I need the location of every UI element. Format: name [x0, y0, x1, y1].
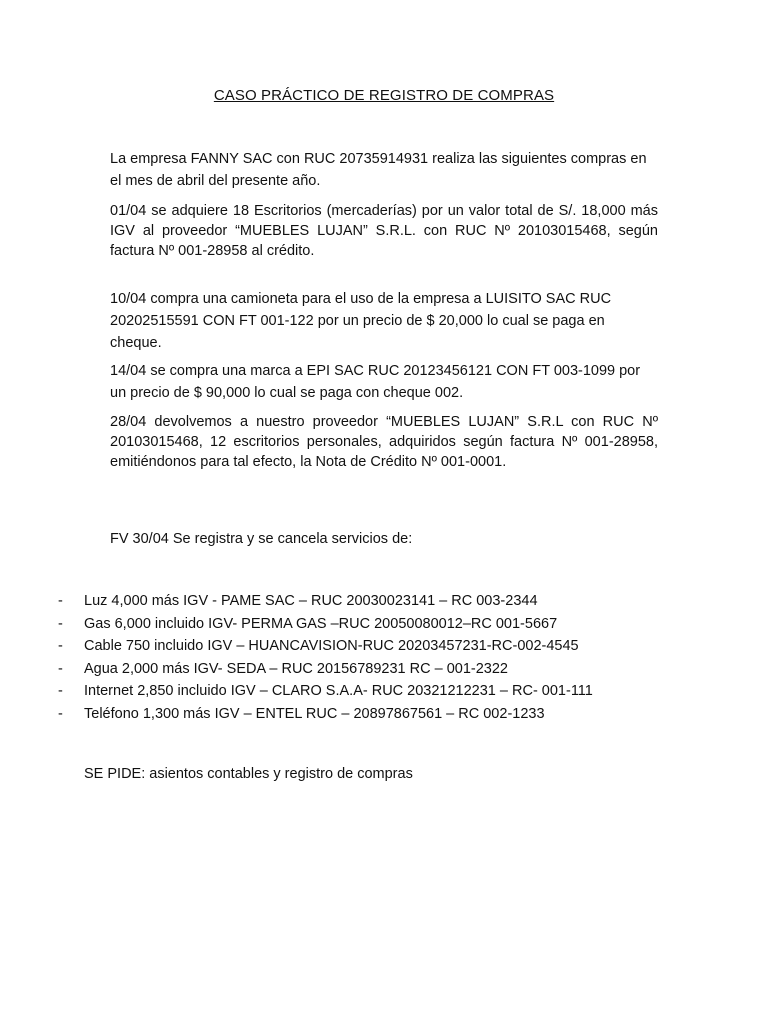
service-cable: Cable 750 incluido IGV – HUANCAVISION-RUC 20203457231-RC-002-4545: [84, 638, 579, 655]
service-gas: Gas 6,000 incluido IGV- PERMA GAS –RUC 20050080012–RC 001-5667: [84, 615, 558, 632]
list-item: [58, 680, 593, 703]
entry-0104: 01/04 se adquiere 18 Escritorios (mercaderías) por un valor total de S/. 18,000 más IGV al proveedor “MUEBLES LUJAN” S.R.L. con RUC Nº 20103015468, según factura Nº 001-28958 al crédito.: [110, 203, 658, 259]
services-intro: FV 30/04 Se registra y se cancela servicios de:: [110, 531, 413, 547]
bullet-dash: -: [58, 660, 63, 677]
bullet-dash: -: [58, 593, 63, 609]
service-luz: Luz 4,000 más IGV - PAME SAC – RUC 20030023141 – RC 003-2344: [84, 593, 538, 609]
list-item: [58, 590, 593, 613]
bullet-dash: -: [58, 615, 63, 632]
se-pide-text: SE PIDE: asientos contables y registro de compras: [84, 766, 413, 782]
service-telefono: Teléfono 1,300 más IGV – ENTEL RUC – 20897867561 – RC 002-1233: [84, 705, 545, 722]
bullet-dash: -: [58, 705, 63, 722]
service-agua: Agua 2,000 más IGV- SEDA – RUC 20156789231 RC – 001-2322: [84, 660, 508, 677]
entry-1004: 10/04 compra una camioneta para el uso de la empresa a LUISITO SAC RUC 20202515591 CON FT 001-122 por un precio de $ 20,000 lo cual se paga en cheque.: [110, 291, 612, 351]
list-item: [58, 635, 593, 658]
entry-1404: 14/04 se compra una marca a EPI SAC RUC 20123456121 CON FT 003-1099 por un precio de $ 90,000 lo cual se paga con cheque 002.: [110, 363, 641, 401]
list-item: [58, 703, 593, 726]
bullet-dash: -: [58, 638, 63, 655]
service-internet: Internet 2,850 incluido IGV – CLARO S.A.A- RUC 20321212231 – RC- 001-111: [84, 683, 593, 700]
list-item: [58, 658, 593, 681]
entry-2804: 28/04 devolvemos a nuestro proveedor “MUEBLES LUJAN” S.R.L con RUC Nº 20103015468, 12 escritorios personales, adquiridos según factura Nº 001-28958, emitiéndonos para tal efecto, la Nota de Crédito Nº 001-0001.: [110, 414, 658, 470]
bullet-dash: -: [58, 683, 63, 700]
services-list: [58, 590, 593, 726]
document-title: CASO PRÁCTICO DE REGISTRO DE COMPRAS: [213, 87, 555, 104]
intro-paragraph: La empresa FANNY SAC con RUC 20735914931 realiza las siguientes compras en el mes de abril del presente año.: [110, 151, 647, 189]
list-item: [58, 613, 593, 636]
